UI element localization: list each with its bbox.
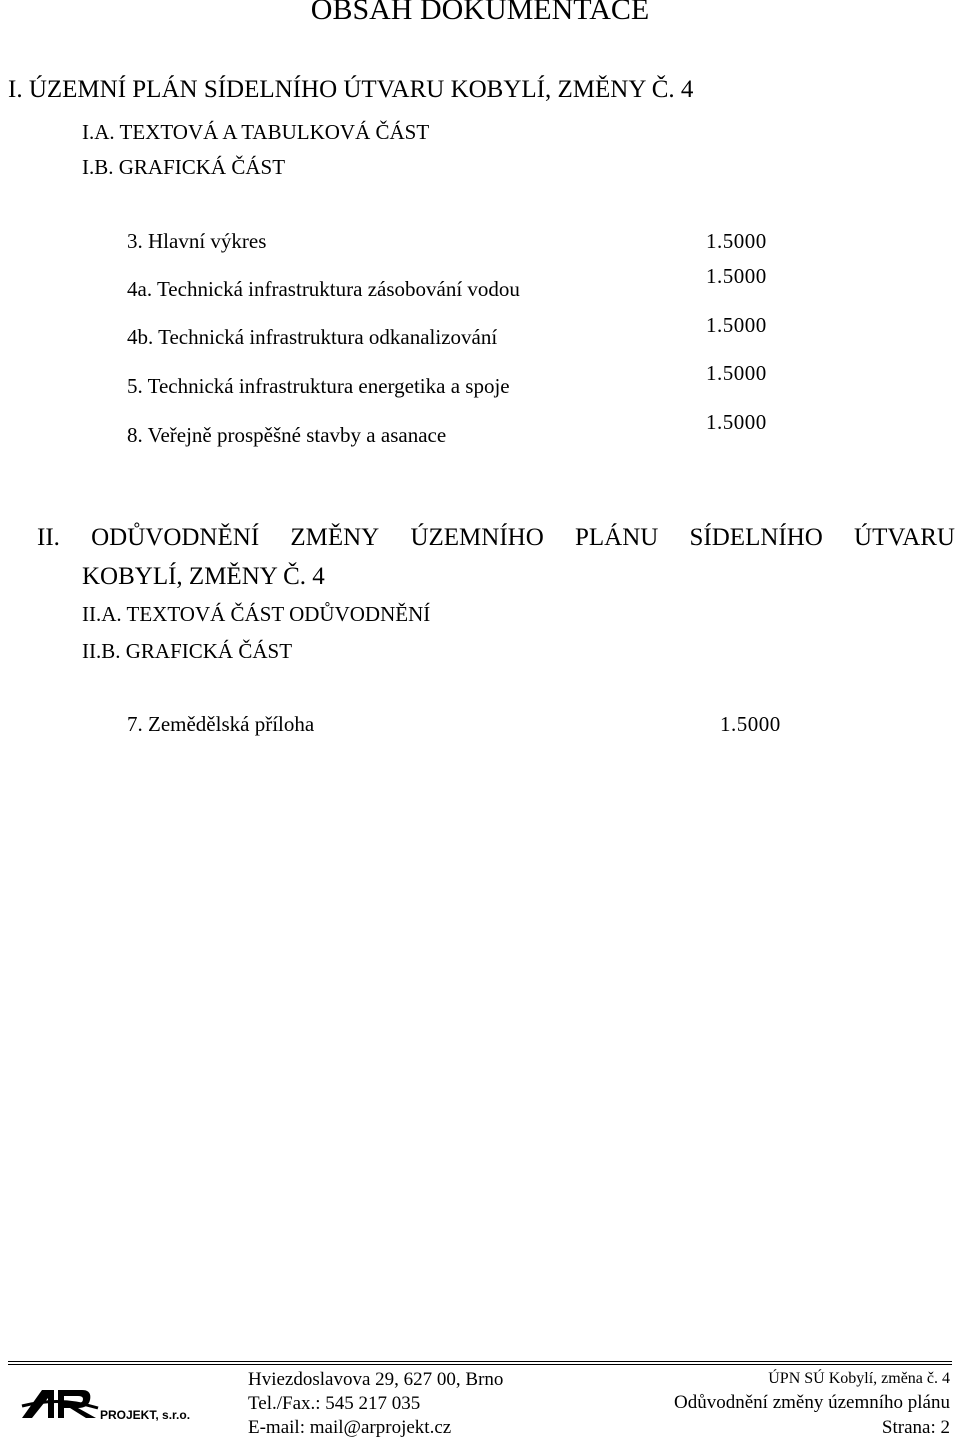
footer-rule (8, 1364, 952, 1365)
heading-word: SÍDELNÍHO (689, 524, 823, 551)
section1-sub-a: I.A. TEXTOVÁ A TABULKOVÁ ČÁST (82, 120, 430, 144)
drawing-scale: 1.5000 (720, 712, 781, 736)
footer-doc-name: ÚPN SÚ Kobylí, změna č. 4 (768, 1370, 950, 1387)
drawing-scale: 1.5000 (706, 229, 767, 253)
footer-email: E-mail: mail@arprojekt.cz (248, 1417, 452, 1438)
footer-doc-part: Odůvodnění změny územního plánu (674, 1392, 950, 1413)
drawing-scale: 1.5000 (706, 264, 767, 288)
drawing-scale: 1.5000 (706, 361, 767, 385)
section2-sub-b: II.B. GRAFICKÁ ČÁST (82, 639, 293, 663)
section1-heading: I. ÚZEMNÍ PLÁN SÍDELNÍHO ÚTVARU KOBYLÍ, ZMĚNY Č. 4 (8, 76, 694, 103)
section2-heading-line2: KOBYLÍ, ZMĚNY Č. 4 (82, 563, 325, 590)
heading-word: ÚZEMNÍHO (410, 524, 544, 551)
heading-word: II. (37, 524, 60, 551)
heading-word: PLÁNU (574, 524, 659, 551)
footer-page-number: Strana: 2 (881, 1417, 950, 1438)
drawing-label: 8. Veřejně prospěšné stavby a asanace (127, 423, 447, 447)
drawing-label: 4a. Technická infrastruktura zásobování vodou (127, 277, 520, 301)
section2-sub-a: II.A. TEXTOVÁ ČÁST ODŮVODNĚNÍ (82, 602, 431, 626)
document-title: OBSAH DOKUMENTACE (310, 0, 650, 26)
drawing-label: 7. Zemědělská příloha (127, 712, 315, 736)
section2-heading (37, 522, 955, 554)
drawing-scale: 1.5000 (706, 313, 767, 337)
heading-word: ODŮVODNĚNÍ (91, 524, 260, 551)
footer-address: Hviezdoslavova 29, 627 00, Brno (248, 1369, 504, 1390)
footer-rule (8, 1361, 952, 1362)
section1-sub-b: I.B. GRAFICKÁ ČÁST (82, 155, 286, 179)
drawing-label: 4b. Technická infrastruktura odkanalizování (127, 325, 498, 349)
heading-word: ZMĚNY (290, 524, 380, 551)
drawing-label: 5. Technická infrastruktura energetika a spoje (127, 374, 510, 398)
heading-word: ÚTVARU (854, 524, 955, 551)
footer-phone: Tel./Fax.: 545 217 035 (248, 1393, 421, 1414)
drawing-label: 3. Hlavní výkres (127, 229, 267, 253)
drawing-scale: 1.5000 (706, 410, 767, 434)
logo-text: PROJEKT, s.r.o. (100, 1408, 191, 1422)
